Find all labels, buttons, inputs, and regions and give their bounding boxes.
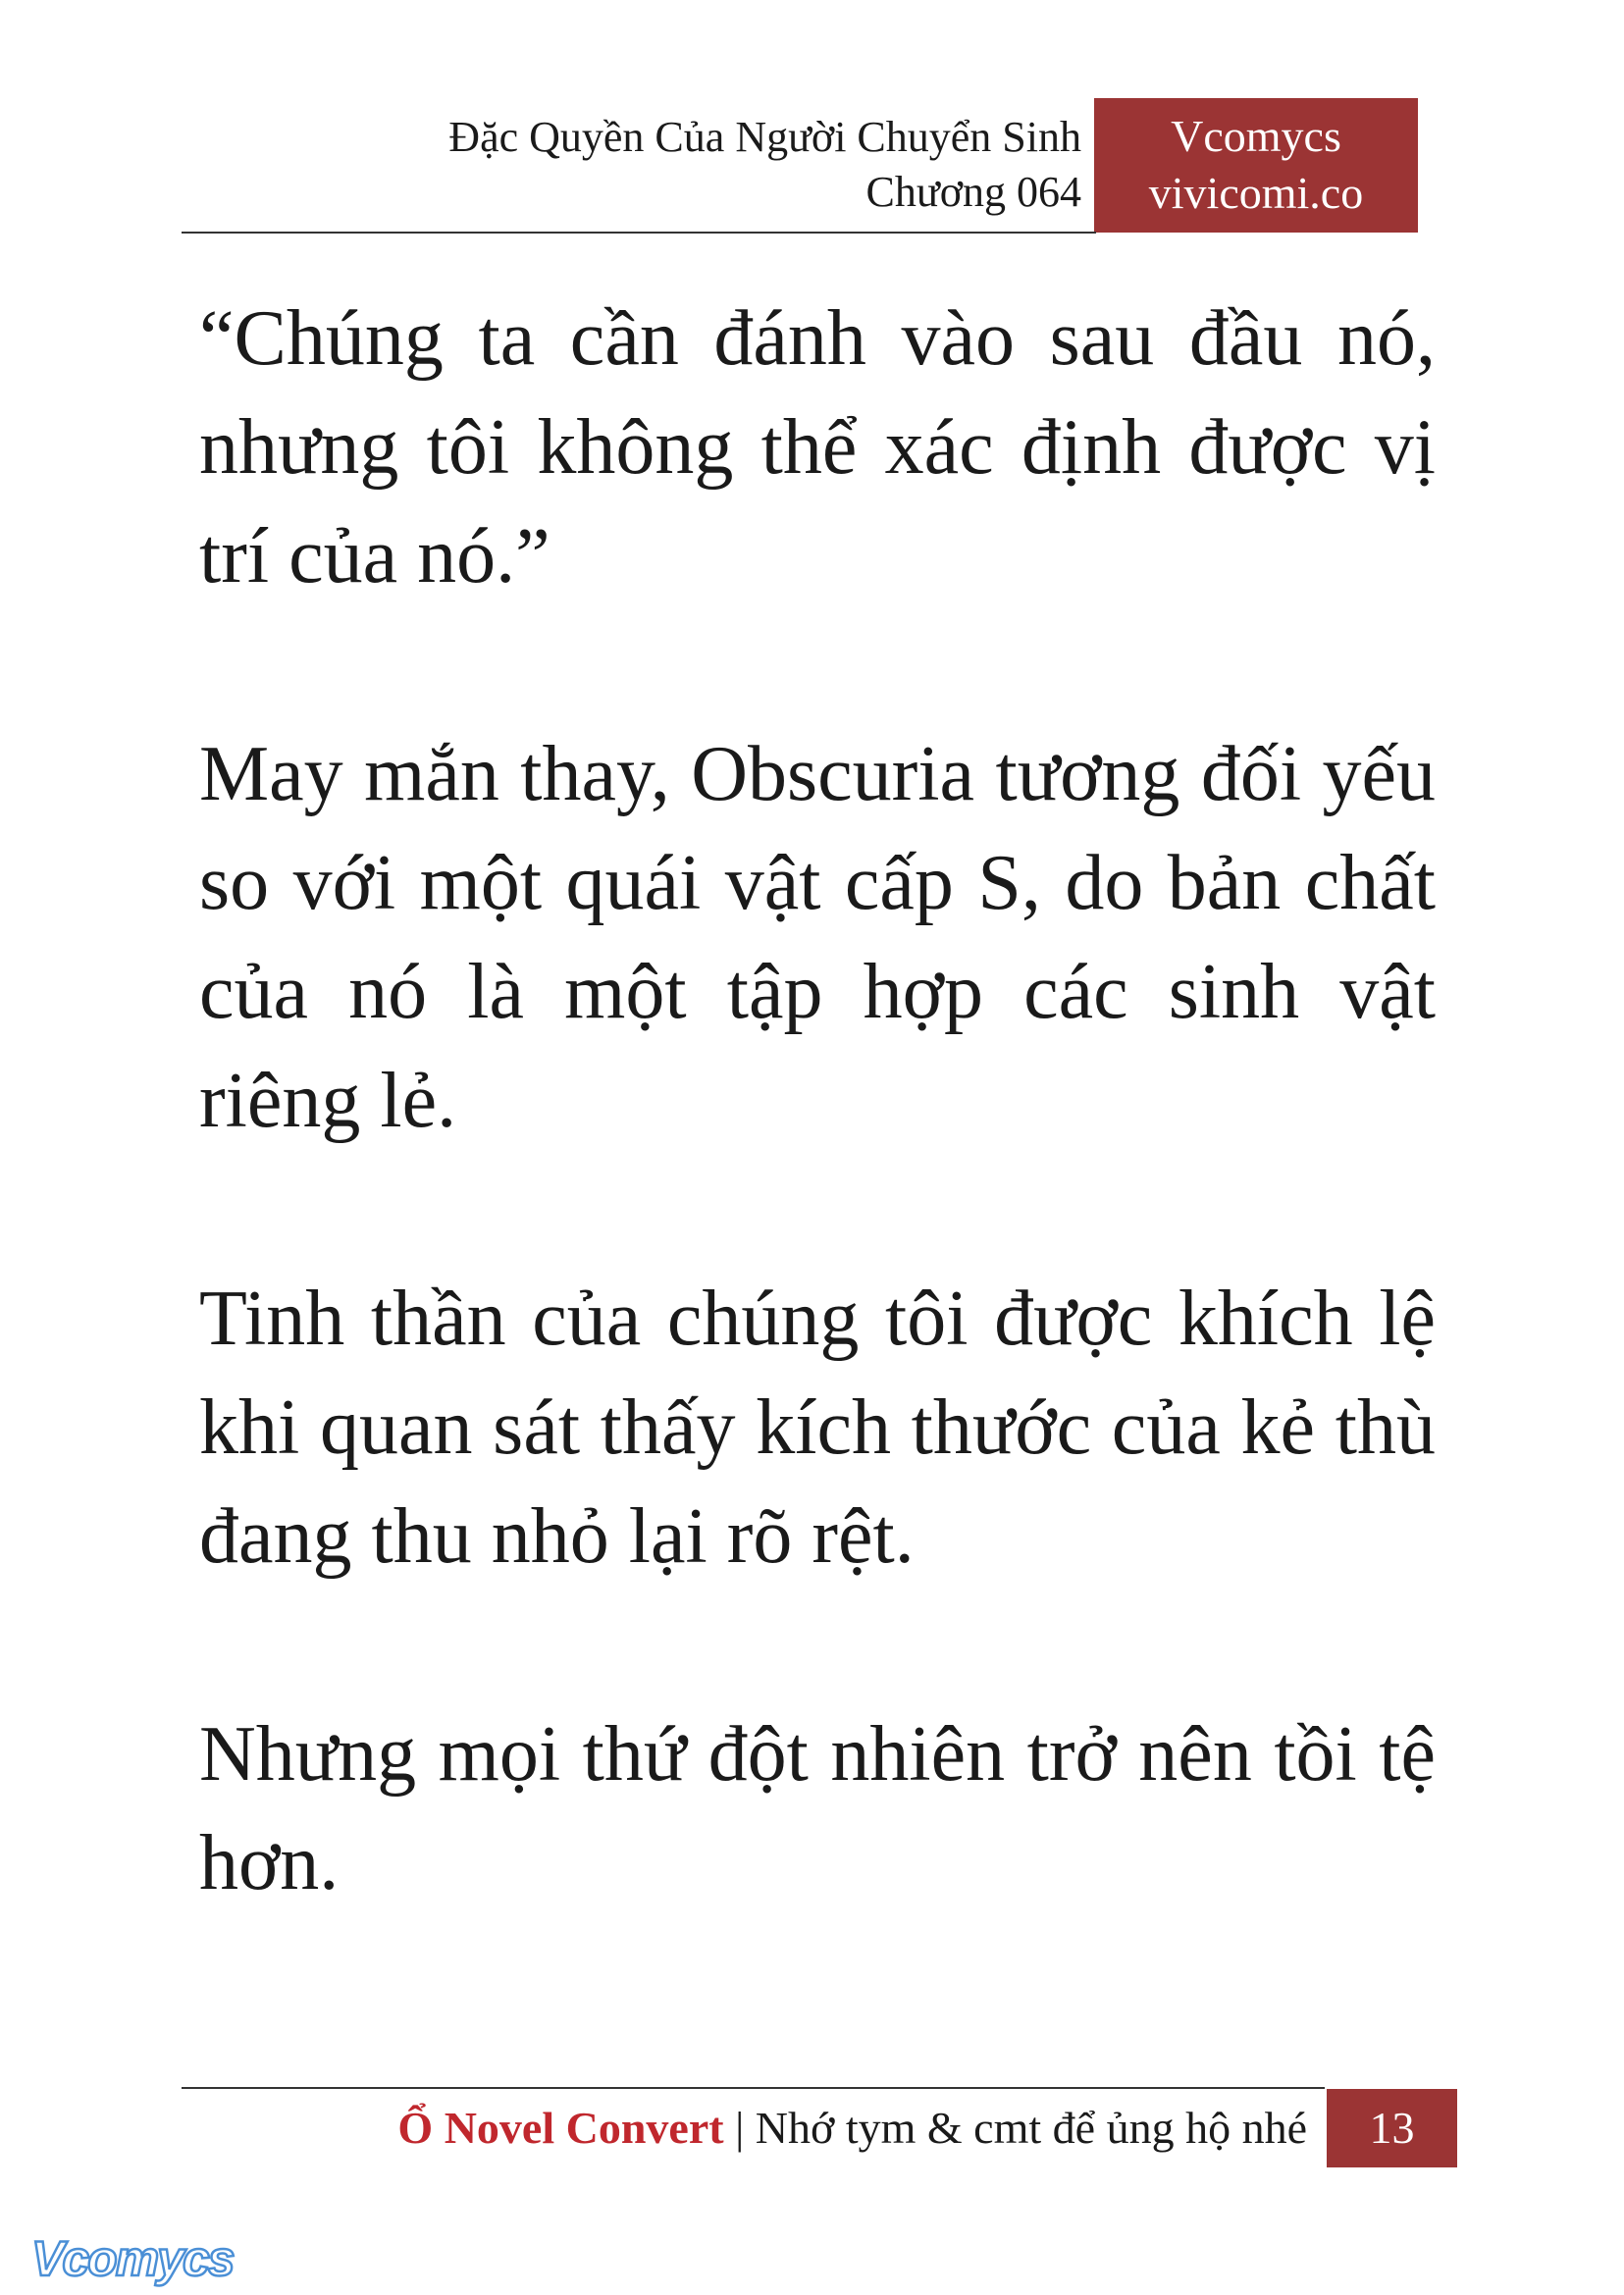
page-number: 13 [1369,2103,1415,2153]
vcomycs-logo-watermark [27,2222,263,2295]
site-name: Vcomycs [1171,111,1341,161]
header-divider [182,232,1096,234]
footer-separator: | [735,2103,745,2153]
page-number-badge [1327,2089,1457,2167]
site-badge [1094,98,1418,233]
header-text-block [198,98,1081,233]
page-footer [182,2089,1325,2167]
footer-brand: Ổ Novel Convert [397,2103,724,2153]
page-header [182,98,1418,233]
paragraph-1: “Chúng ta cần đánh vào sau đầu nó, nhưng tôi không thể xác định được vị trí của nó.” [199,295,1436,600]
footer-message: Nhớ tym & cmt để ủng hộ nhé [755,2103,1307,2153]
site-url: vivicomi.co [1148,168,1364,218]
paragraph-2: May mắn thay, Obscuria tương đối yếu so với một quái vật cấp S, do bản chất của nó là một tập hợp các sinh vật riêng lẻ. [199,731,1436,1144]
svg-text:Vcomycs: Vcomycs [31,2231,234,2286]
page-body [199,285,1436,2027]
book-title: Đặc Quyền Của Người Chuyển Sinh [448,113,1081,161]
chapter-label: Chương 064 [865,168,1081,216]
paragraph-4: Nhưng mọi thứ đột nhiên trở nên tồi tệ hơn. [199,1711,1436,1906]
paragraph-3: Tinh thần của chúng tôi được khích lệ khi quan sát thấy kích thước của kẻ thù đang thu nhỏ lại rõ rệt. [199,1276,1436,1580]
